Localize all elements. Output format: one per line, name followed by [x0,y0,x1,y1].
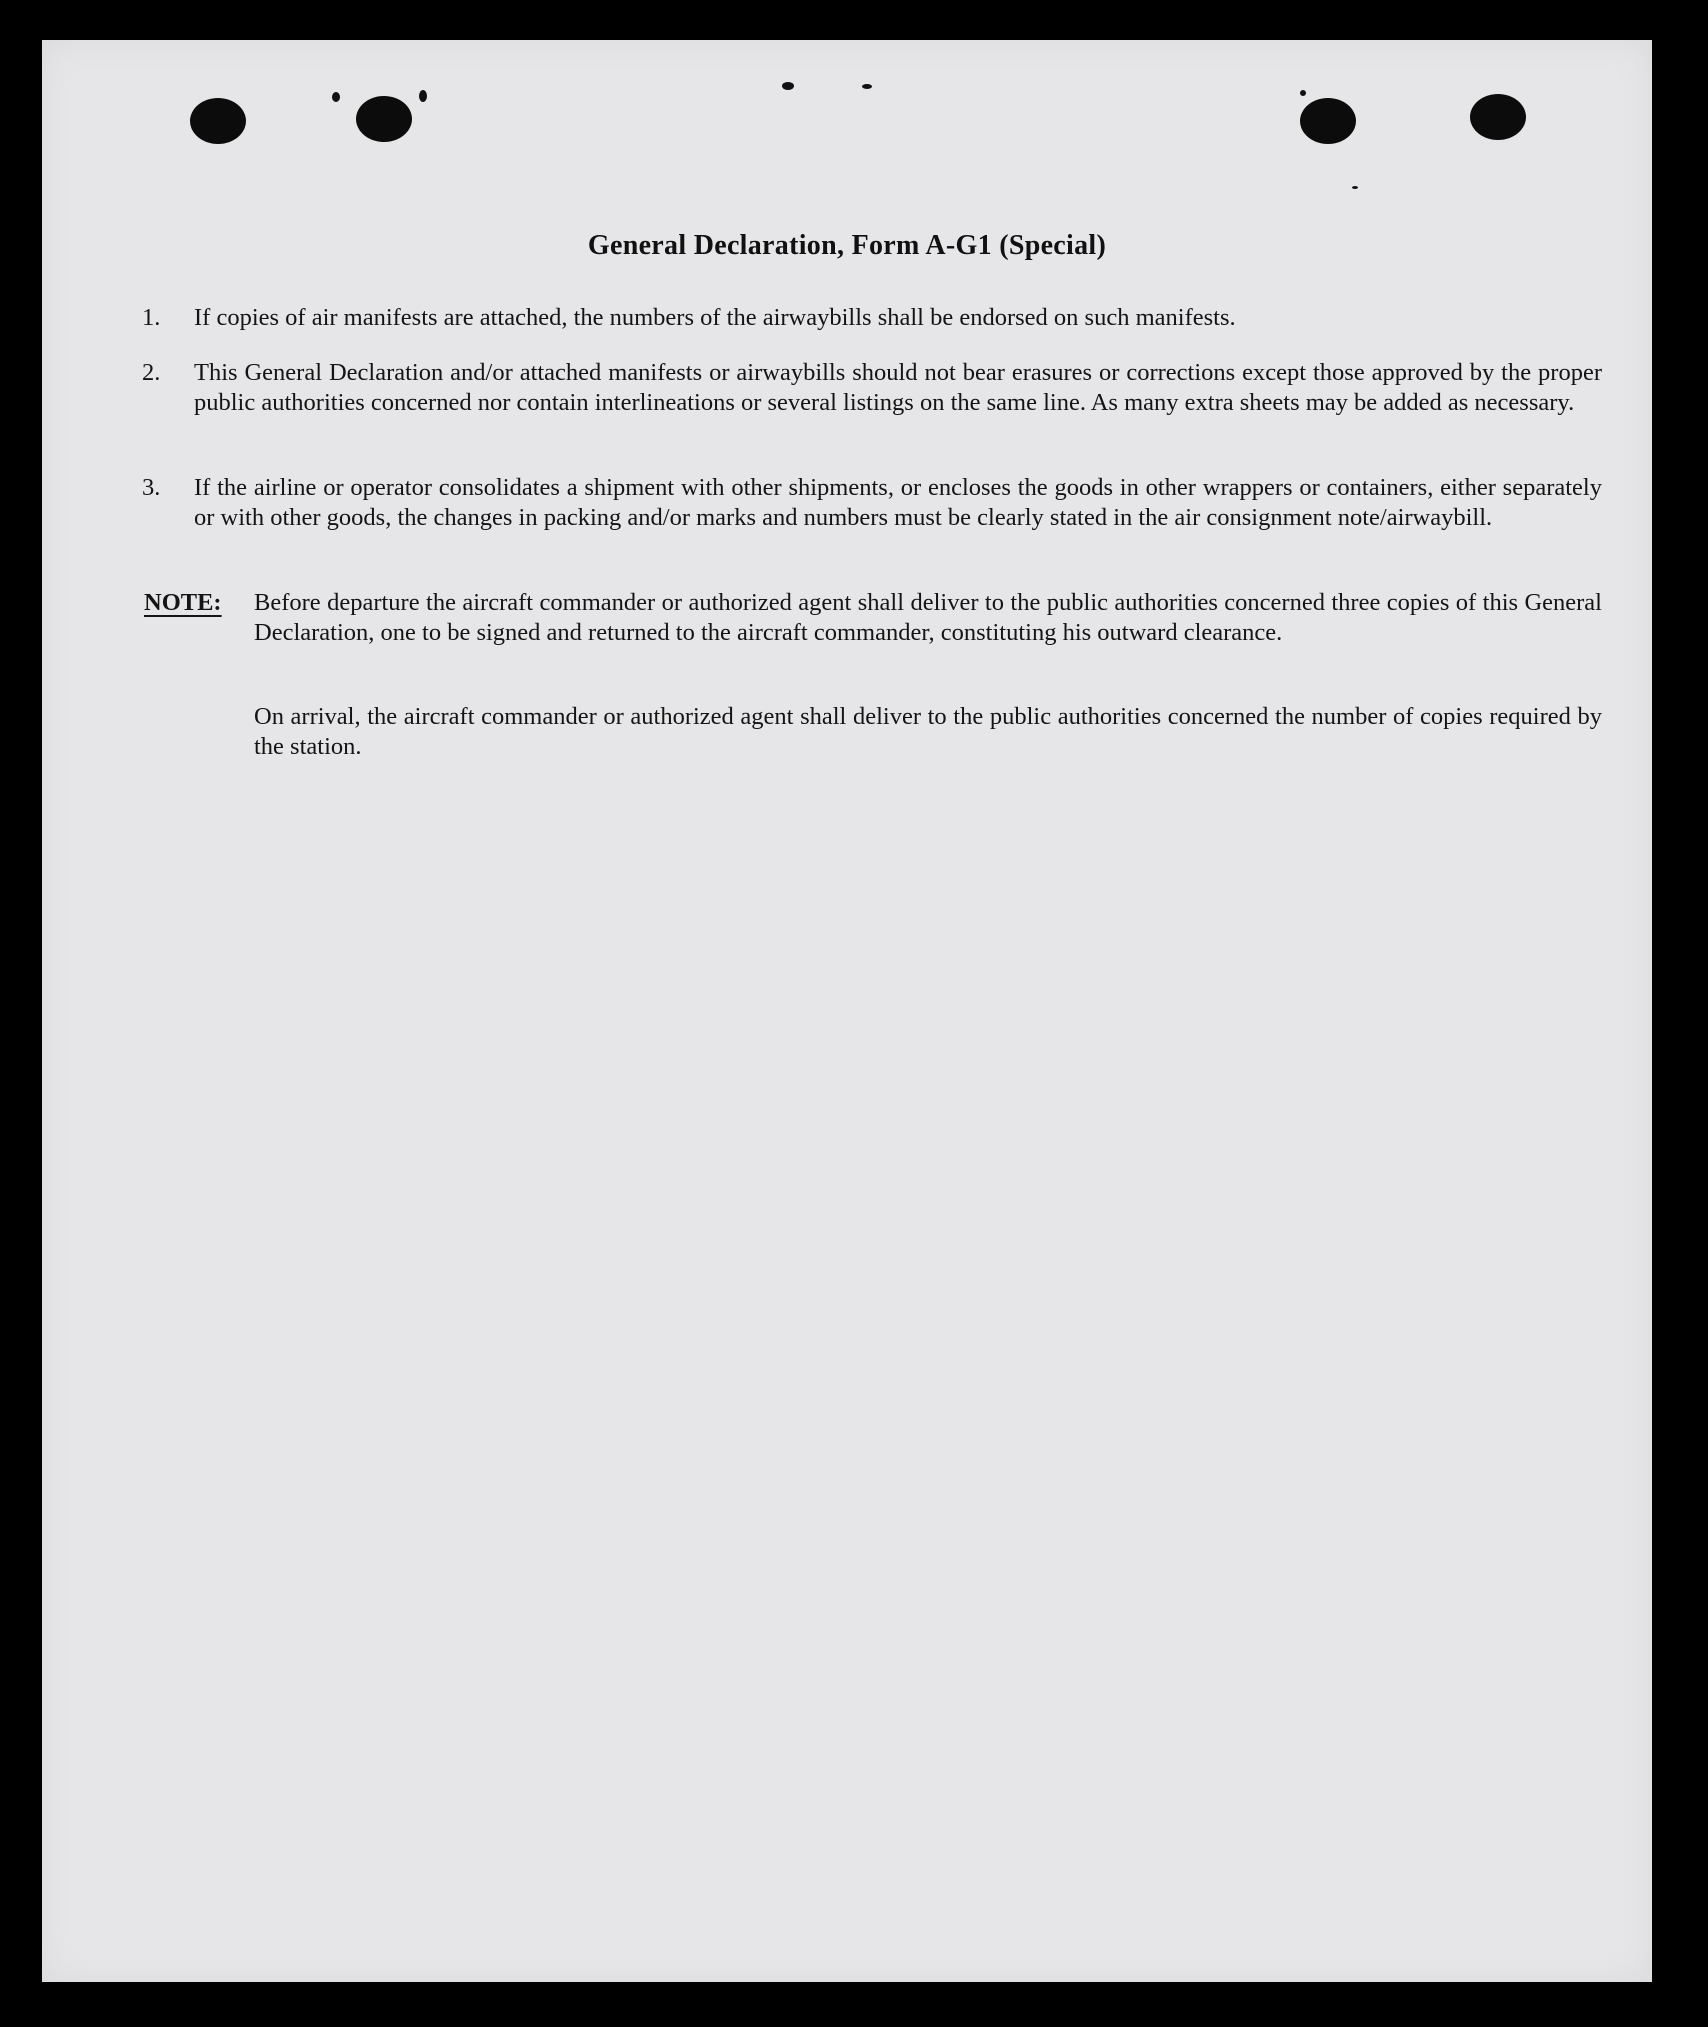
document-page [42,40,1652,1982]
note-block [144,588,1602,648]
list-item-text: This General Declaration and/or attached manifests or airwaybills should not bear erasures or corrections except those approved by the proper public authorities concerned nor contain interlineations or several listings on the same line. As many extra sheets may be added as necessary. [194,359,1602,416]
note-paragraph-2: On arrival, the aircraft commander or authorized agent shall deliver to the public authorities concerned the number of copies required by the station. [254,703,1602,760]
list-item-text: If copies of air manifests are attached, the numbers of the airwaybills shall be endorsed on such manifests. [194,304,1236,331]
punch-hole-right-2 [1470,94,1526,140]
list-item [142,303,1602,333]
speck-mark [1352,186,1358,189]
note-paragraph-1: Before departure the aircraft commander or authorized agent shall deliver to the public authorities concerned three copies of this General Declaration, one to be signed and returned to the aircraft commander, constituting his outward clearance. [254,589,1602,646]
list-item [142,473,1602,533]
punch-hole-right-1 [1300,98,1356,144]
speck-mark [1300,90,1306,96]
speck-mark [862,84,872,89]
list-item-number: 3. [142,474,161,501]
list-item-number: 1. [142,304,161,331]
speck-mark [782,82,794,90]
list-item-text: If the airline or operator consolidates a shipment with other shipments, or encloses the goods in other wrappers or containers, either separately or with other goods, the changes in packing and/or marks and numbers must be clearly stated in the air consignment note/airwaybill. [194,474,1602,531]
punch-hole-left-2 [356,96,412,142]
list-item-number: 2. [142,359,161,386]
list-item [142,358,1602,418]
speck-mark [419,90,427,102]
punch-hole-left-1 [190,98,246,144]
note-label: NOTE: [144,589,222,616]
speck-mark [332,92,340,102]
page-title: General Declaration, Form A-G1 (Special) [587,230,1107,261]
